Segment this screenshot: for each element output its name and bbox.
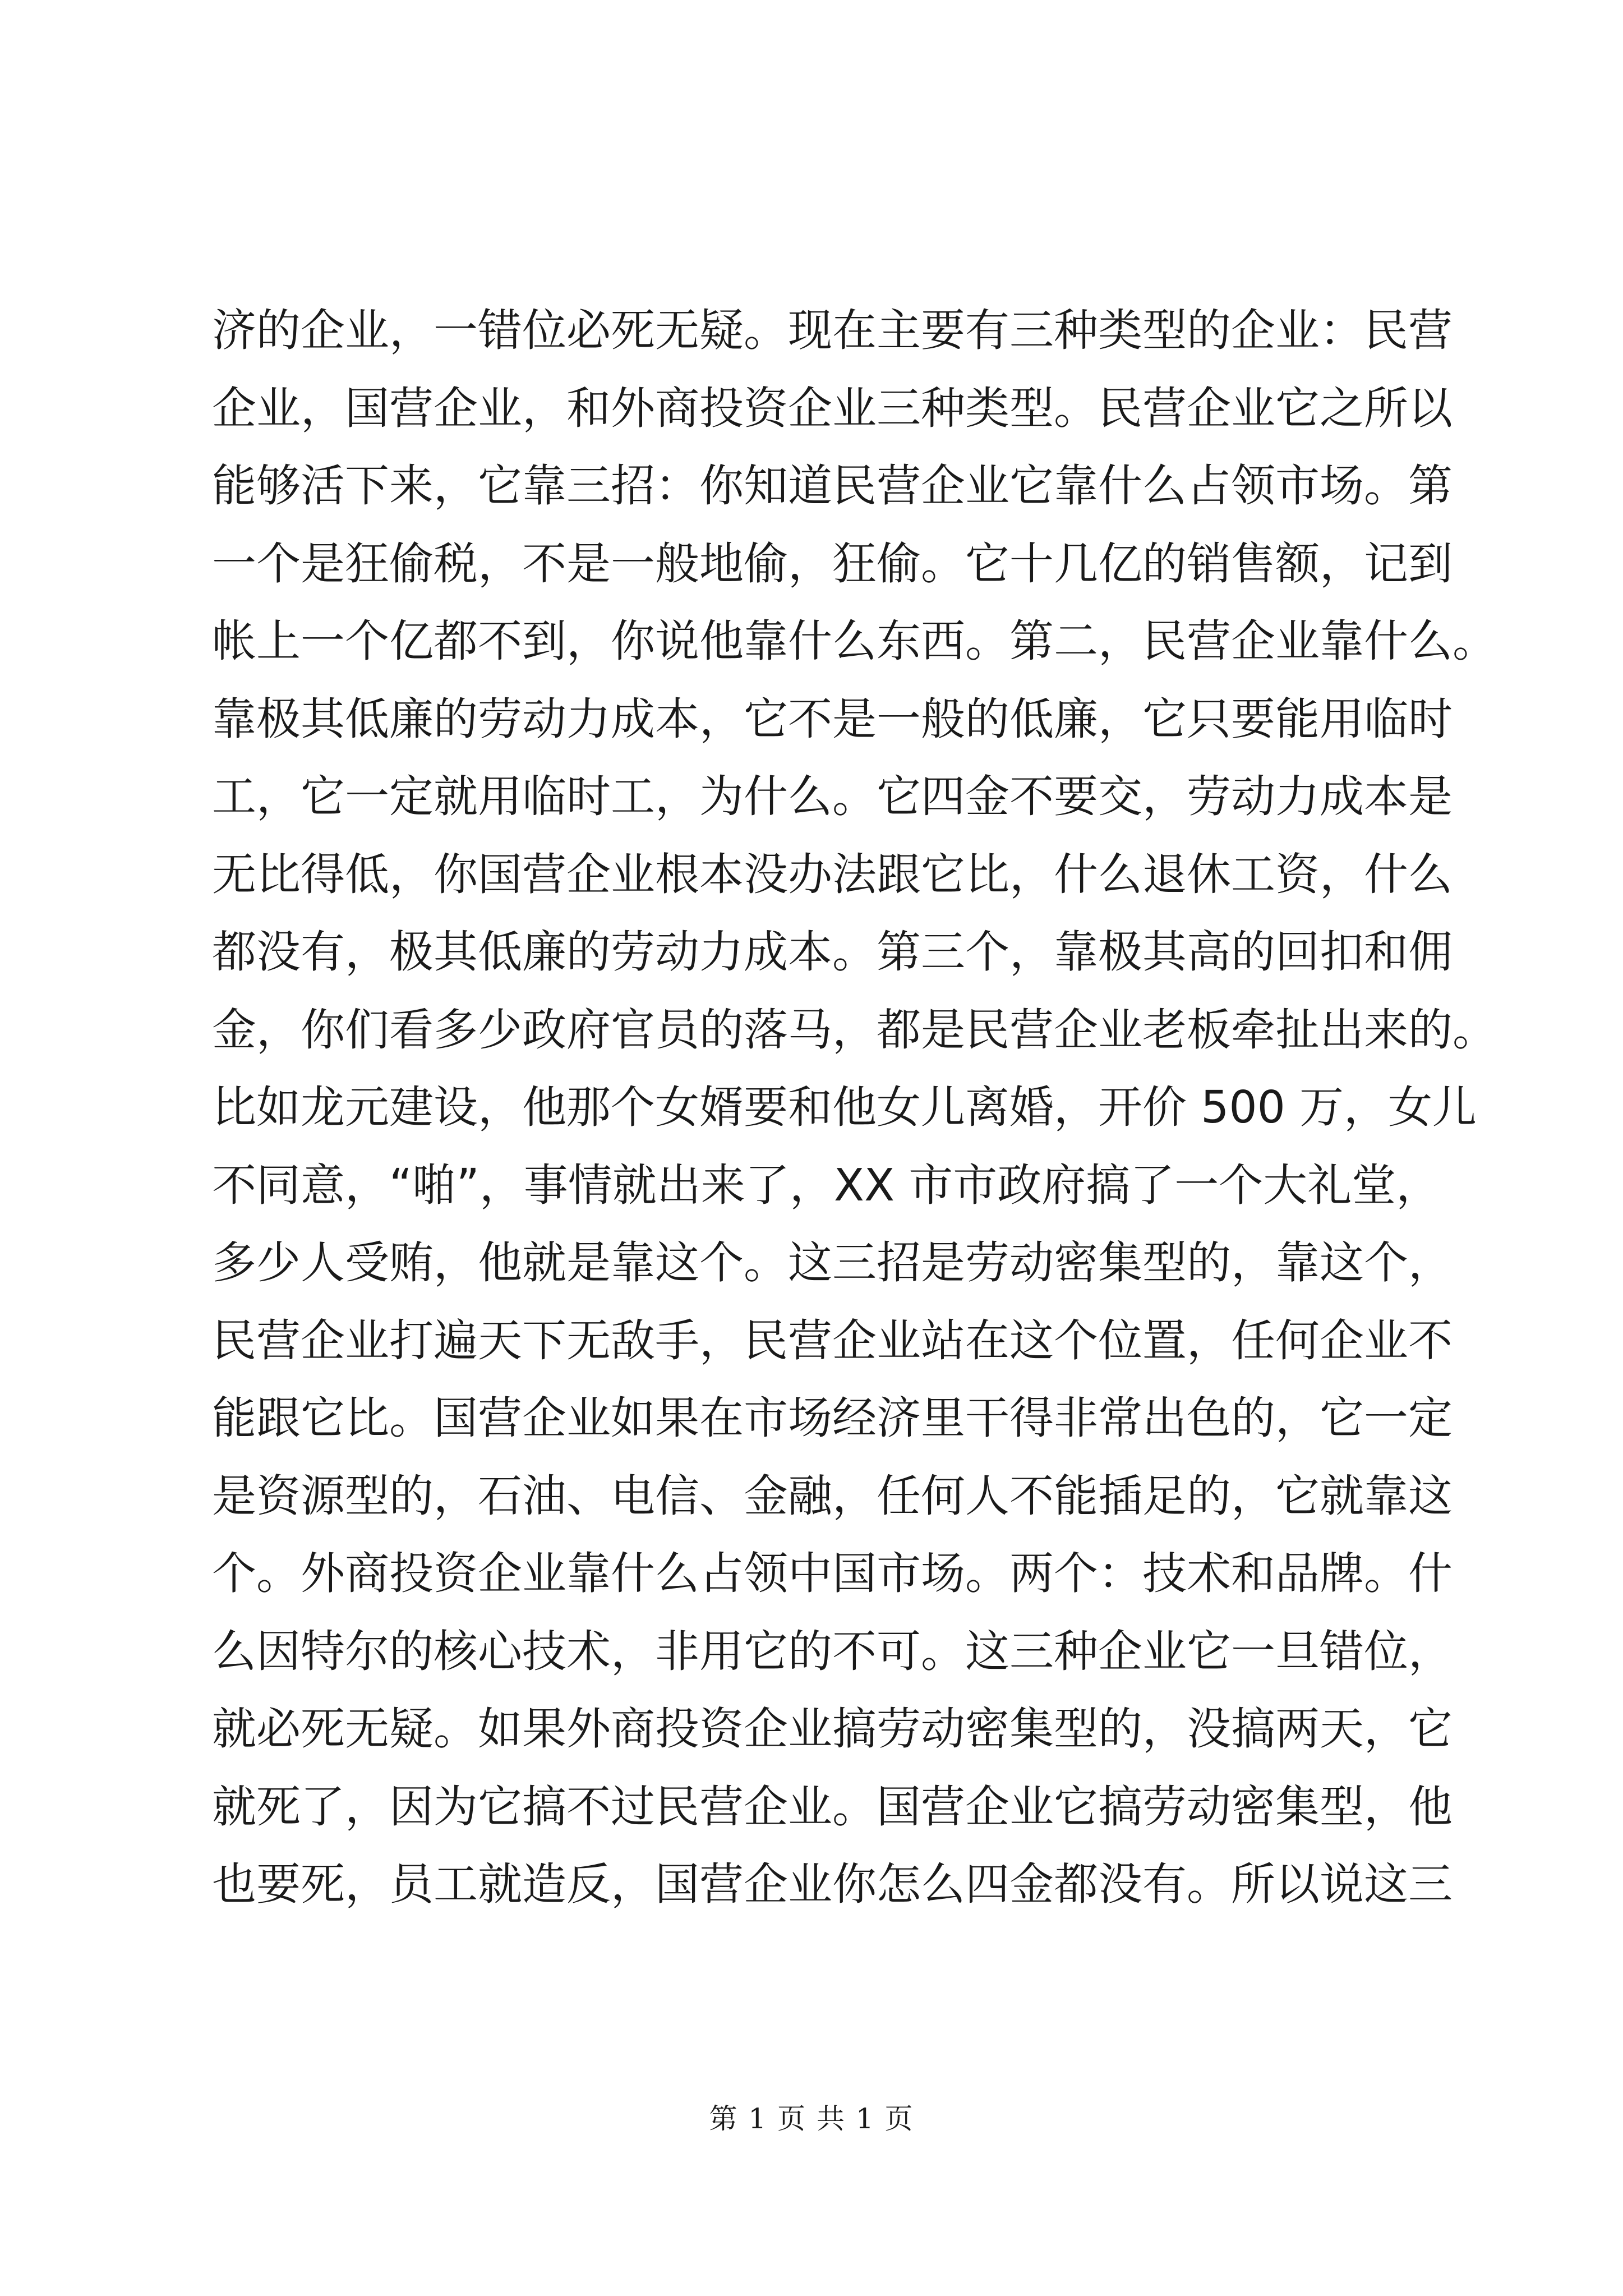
text-line: 济的企业，一错位必死无疑。现在主要有三种类型的企业：民营 [212,305,1453,356]
text-line: 就必死无疑。如果外商投资企业搞劳动密集型的，没搞两天，它 [212,1703,1453,1755]
text-line: 能跟它比。国营企业如果在市场经济里干得非常出色的，它一定 [212,1392,1453,1444]
text-line: 能够活下来，它靠三招：你知道民营企业它靠什么占领市场。第 [212,460,1453,512]
text-line: 一个是狂偷税，不是一般地偷，狂偷。它十几亿的销售额，记到 [212,537,1453,590]
text-line: 就死了，因为它搞不过民营企业。国营企业它搞劳动密集型，他 [212,1780,1453,1833]
text-line: 不同意，“啪”，事情就出来了，XX 市市政府搞了一个大礼堂， [212,1159,1441,1211]
text-line: 金，你们看多少政府官员的落马，都是民营企业老板牵扯出来的。 [212,1004,1497,1056]
text-line: 都没有，极其低廉的劳动力成本。第三个，靠极其高的回扣和佣 [212,926,1453,978]
body-text [212,292,1497,1924]
text-line: 么因特尔的核心技术，非用它的不可。这三种企业它一旦错位， [212,1625,1453,1677]
text-line: 无比得低，你国营企业根本没办法跟它比，什么退休工资，什么 [212,848,1453,900]
text-line: 靠极其低廉的劳动力成本，它不是一般的低廉，它只要能用临时 [212,693,1453,745]
text-line: 工，它一定就用临时工，为什么。它四金不要交，劳动力成本是 [212,771,1453,822]
text-line: 民营企业打遍天下无敌手，民营企业站在这个位置，任何企业不 [212,1314,1453,1366]
text-line: 个。外商投资企业靠什么占领中国市场。两个：技术和品牌。什 [212,1548,1453,1599]
text-line: 是资源型的，石油、电信、金融，任何人不能插足的，它就靠这 [212,1470,1453,1522]
text-line: 也要死，员工就造反，国营企业你怎么四金都没有。所以说这三 [212,1858,1453,1910]
text-line: 帐上一个亿都不到，你说他靠什么东西。第二，民营企业靠什么。 [212,615,1497,667]
text-line: 比如龙元建设，他那个女婿要和他女儿离婚，开价 500 万，女儿 [212,1082,1477,1133]
text-line: 企业，国营企业，和外商投资企业三种类型。民营企业它之所以 [212,382,1453,434]
page-footer: 第 1 页 共 1 页 [709,2102,914,2135]
text-line: 多少人受贿，他就是靠这个。这三招是劳动密集型的，靠这个， [212,1237,1453,1289]
